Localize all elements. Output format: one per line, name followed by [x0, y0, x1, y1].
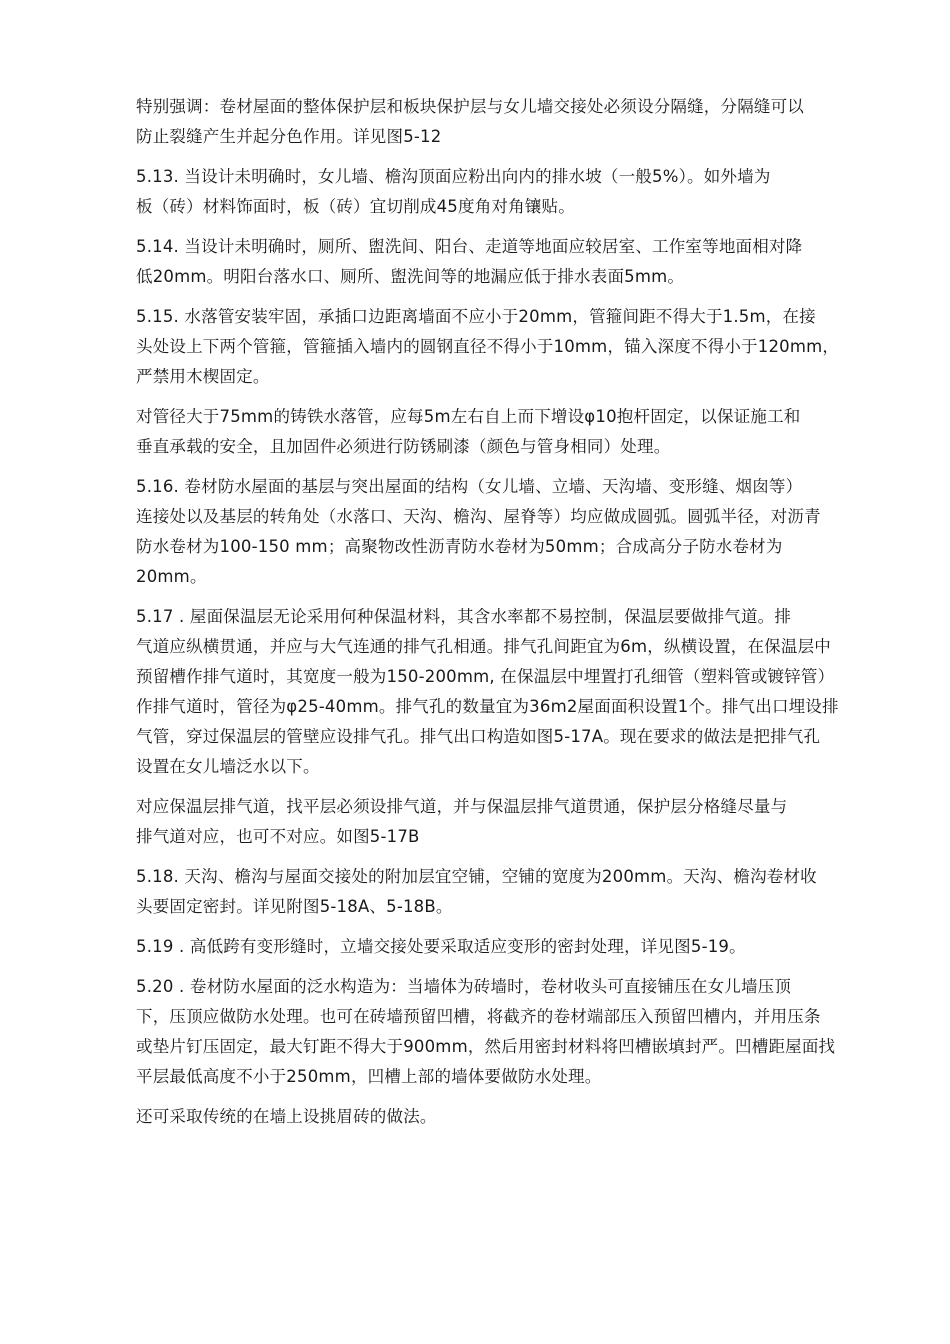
paragraph-line: 5.18. 天沟、檐沟与屋面交接处的附加层宜空铺，空铺的宽度为200mm。天沟、檐沟卷材收	[136, 867, 817, 886]
paragraph-line: 头要固定密封。详见附图5-18A、5-18B。	[136, 897, 453, 916]
paragraph-line: 预留槽作排气道时，其宽度一般为150-200mm, 在保温层中埋置打孔细管（塑料管或镀锌管）	[136, 667, 835, 686]
paragraph-line: 垂直承载的安全，且加固件必须进行防锈刷漆（颜色与管身相同）处理。	[136, 437, 671, 456]
paragraph-line: 气道应纵横贯通，并应与大气连通的排气孔相通。排气孔间距宜为6m，纵横设置，在保温层中	[136, 637, 831, 656]
paragraph	[136, 1102, 874, 1132]
document-body	[136, 92, 874, 1142]
paragraph	[136, 602, 874, 782]
paragraph	[136, 162, 874, 222]
paragraph-line: 对管径大于75mm的铸铁水落管，应每5m左右自上而下增设φ10抱杆固定，以保证施工和	[136, 407, 801, 426]
paragraph-line: 平层最低高度不小于250mm，凹槽上部的墙体要做防水处理。	[136, 1067, 602, 1086]
paragraph	[136, 402, 874, 462]
paragraph	[136, 232, 874, 292]
paragraph-line: 5.20 . 卷材防水屋面的泛水构造为：当墙体为砖墙时，卷材收头可直接铺压在女儿墙压顶	[136, 977, 792, 996]
paragraph-line: 防水卷材为100-150 mm；高聚物改性沥青防水卷材为50mm；合成高分子防水卷材为	[136, 537, 783, 556]
paragraph-line: 特别强调：卷材屋面的整体保护层和板块保护层与女儿墙交接处必须设分隔缝，分隔缝可以	[136, 97, 804, 116]
paragraph-line: 5.17 . 屋面保温层无论采用何种保温材料，其含水率都不易控制，保温层要做排气道。排	[136, 607, 792, 626]
paragraph-line: 防止裂缝产生并起分色作用。详见图5-12	[136, 127, 442, 146]
paragraph-line: 连接处以及基层的转角处（水落口、天沟、檐沟、屋脊等）均应做成圆弧。圆弧半径，对沥青	[136, 507, 821, 526]
paragraph-line: 低20mm。明阳台落水口、厕所、盥洗间等的地漏应低于排水表面5mm。	[136, 267, 685, 286]
paragraph-line: 5.15. 水落管安装牢固，承插口边距离墙面不应小于20mm，管箍间距不得大于1.5m，在接	[136, 307, 816, 326]
paragraph-line: 20mm。	[136, 567, 207, 586]
paragraph-line: 作排气道时，管径为φ25-40mm。排气孔的数量宜为36m2屋面面积设置1个。排气出口埋设排	[136, 697, 839, 716]
paragraph-line: 还可采取传统的在墙上设挑眉砖的做法。	[136, 1107, 437, 1126]
paragraph	[136, 862, 874, 922]
paragraph	[136, 972, 874, 1092]
paragraph	[136, 472, 874, 592]
paragraph	[136, 302, 874, 392]
paragraph-line: 严禁用木楔固定。	[136, 367, 270, 386]
paragraph-line: 设置在女儿墙泛水以下。	[136, 757, 320, 776]
paragraph-line: 或垫片钉压固定，最大钉距不得大于900mm，然后用密封材料将凹槽嵌填封严。凹槽距屋面找	[136, 1037, 836, 1056]
paragraph	[136, 792, 874, 852]
paragraph-line: 气管，穿过保温层的管壁应设排气孔。排气出口构造如图5-17A。现在要求的做法是把排气孔	[136, 727, 821, 746]
paragraph-line: 5.13. 当设计未明确时，女儿墙、檐沟顶面应粉出向内的排水坡（一般5%）。如外墙为	[136, 167, 771, 186]
paragraph-line: 排气道对应，也可不对应。如图5-17B	[136, 827, 420, 846]
paragraph-line: 下，压顶应做防水处理。也可在砖墙预留凹槽，将截齐的卷材端部压入预留凹槽内，并用压条	[136, 1007, 821, 1026]
paragraph-line: 板（砖）材料饰面时，板（砖）宜切削成45度角对角镶贴。	[136, 197, 575, 216]
paragraph-line: 5.19 . 高低跨有变形缝时，立墙交接处要采取适应变形的密封处理，详见图5-19。	[136, 937, 746, 956]
paragraph	[136, 932, 874, 962]
paragraph-line: 5.16. 卷材防水屋面的基层与突出屋面的结构（女儿墙、立墙、天沟墙、变形缝、烟囱等）	[136, 477, 803, 496]
paragraph	[136, 92, 874, 152]
paragraph-line: 头处设上下两个管箍，管箍插入墙内的圆钢直径不得小于10mm，锚入深度不得小于120mm，	[136, 337, 840, 356]
paragraph-line: 对应保温层排气道，找平层必须设排气道，并与保温层排气道贯通，保护层分格缝尽量与	[136, 797, 788, 816]
paragraph-line: 5.14. 当设计未明确时，厕所、盥洗间、阳台、走道等地面应较居室、工作室等地面相对降	[136, 237, 803, 256]
